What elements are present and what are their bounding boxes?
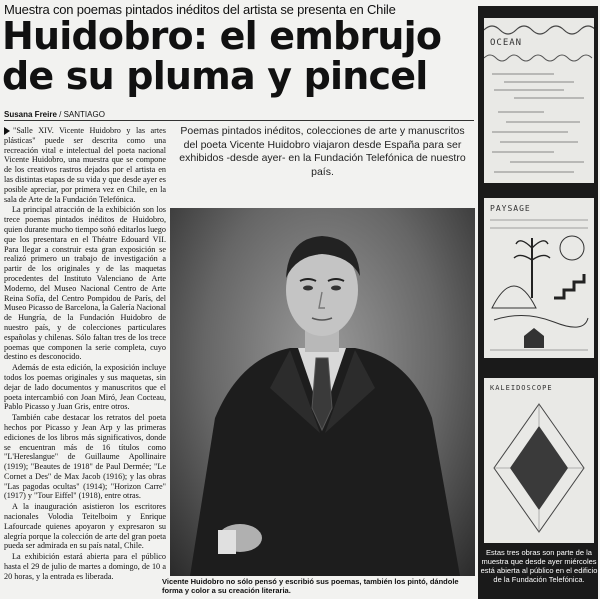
portrait-photo bbox=[170, 208, 475, 576]
ocean-wave-icon bbox=[484, 18, 594, 183]
bullet-triangle-icon bbox=[4, 127, 10, 135]
body-paragraph: "Salle XIV. Vicente Huidobro y las artes plásticas" puede ser descrita como una recreación vital e intelectual del poeta nacional Vicente Huidobro, una muestra que se compone de los creativos rastros dejados por el artista en las distintas etapas de su vida y que desde ayer es posible apreciar, por primera vez en Chile, en la sala de Arte de la Fundación Telefónica. bbox=[4, 126, 166, 204]
body-paragraph: La exhibición estará abierta para el público hasta el 29 de julio de martes a domingo, de 10 a 20 horas, y la entrada es liberada. bbox=[4, 552, 166, 581]
headline-line-2: de su pluma y pincel bbox=[2, 54, 428, 98]
byline-location: SANTIAGO bbox=[63, 110, 105, 119]
artwork-paysage bbox=[484, 198, 594, 358]
byline-author: Susana Freire bbox=[4, 110, 57, 119]
landscape-icon bbox=[484, 198, 594, 358]
sidebar-caption: Estas tres obras son parte de la muestra que desde ayer miércoles está abierta al público en el edificio de la Fundación Telefónica. bbox=[480, 548, 598, 584]
body-column bbox=[4, 126, 166, 596]
kicker: Muestra con poemas pintados inéditos del artista se presenta en Chile bbox=[4, 2, 396, 17]
artwork-title: PAYSAGE bbox=[490, 204, 531, 213]
kaleidoscope-diamond-icon bbox=[484, 378, 594, 543]
artwork-ocean bbox=[484, 18, 594, 183]
body-paragraph: Además de esta edición, la exposición incluye todos los poemas originales y sus maquetas, sin dejar de lado documentos y manuscritos que el poeta intercambió con Joan Miró, Jean Cocteau, Pablo Picasso y Juan Gris, entre otros. bbox=[4, 363, 166, 412]
byline: Susana Freire / SANTIAGO bbox=[4, 110, 474, 121]
body-paragraph: A la inauguración asistieron los escritores nacionales Volodia Teitelboim y Enrique Lafourcade quienes apoyaron y expresaron su alegría porque la colección de arte del gran poeta pueda ser admirada en su país natal, Chile. bbox=[4, 502, 166, 551]
photo-caption: Vicente Huidobro no sólo pensó y escribió sus poemas, también los pintó, dándole forma y color a su creación literaria. bbox=[162, 577, 459, 595]
artwork-title: KALEIDOSCOPE bbox=[490, 384, 553, 392]
artwork-title: OCEAN bbox=[490, 38, 523, 48]
body-paragraph: La principal atracción de la exhibición son los trece poemas pintados inéditos de Huidobro, quien durante mucho tiempo soñó editarlos luego que los presentara en el Théatre Edouard VII. Para llegar a construir esta gran exposición se realizó primero un trabajo de investigación a partir de los originales y de las maquetas procedentes del Instituto Valenciano de Arte Moderno, del Museo Nacional Centro de Arte Reina Sofía, del Centro Pompidou de París, del Museo Picasso de Barcelona, la Galería Nacional de Hungría, de la Fundación Huidobro de nuestro país, y de colecciones particulares españolas y chilenas. Sólo faltan tres de los trece poemas que componen la serie completa, cuyo destino es desconocido. bbox=[4, 205, 166, 362]
body-paragraph: También cabe destacar los retratos del poeta hechos por Picasso y Jean Arp y las primeras ediciones de los libros más significativos, donde se encuentran más de 16 títulos como "L'Hereslangue" de Guillaume Apollinaire (1919); "Beautes de 1918" de Paul Dermée; "Le Cornet a Des" de Max Jacob (1916); y las obras "Las pagodas ocultas" (1914); "Horizon Carre" (1917) y "Tour Eiffel" (1918), entre otras. bbox=[4, 413, 166, 501]
lead-paragraph: Poemas pintados inéditos, colecciones de arte y manuscritos del poeta Vicente Huidobro viajaron desde España para ser exhibidos -desde ayer- en la Fundación Telefónica de nuestro país. bbox=[179, 125, 466, 178]
headline bbox=[2, 16, 472, 96]
headline-line-1: Huidobro: el embrujo bbox=[2, 14, 442, 58]
artwork-kaleidoscope bbox=[484, 378, 594, 543]
portrait-illustration bbox=[170, 208, 475, 576]
